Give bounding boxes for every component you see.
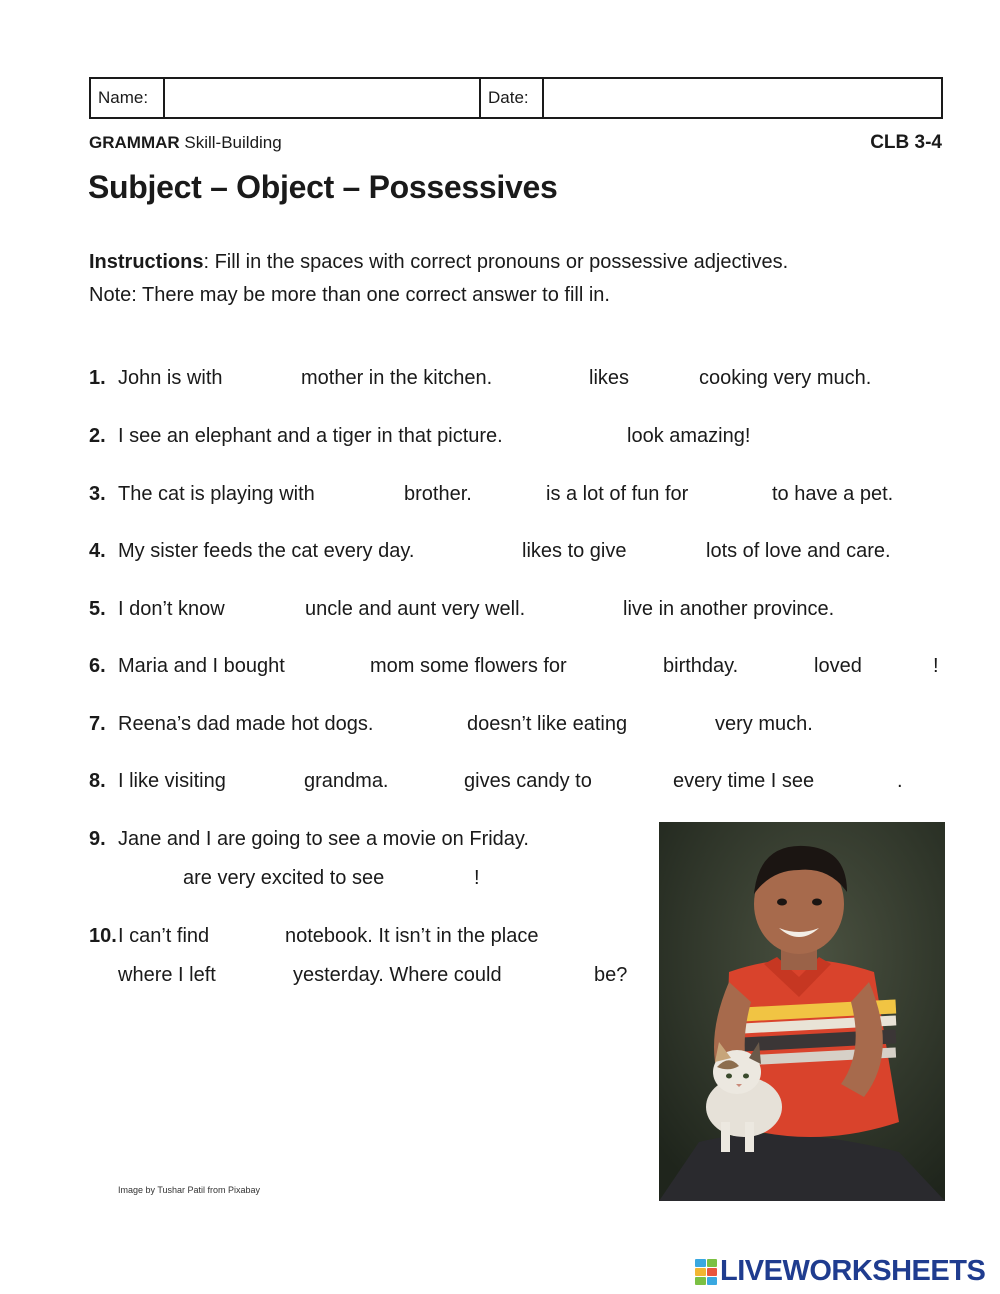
question-text: I see an elephant and a tiger in that picture. [118, 425, 503, 447]
question-number: 3. [89, 483, 106, 505]
question-text: likes to give [522, 540, 627, 562]
question-text: I like visiting [118, 770, 226, 792]
question-text: I can’t find [118, 925, 210, 947]
question-text: Jane and I are going to see a movie on Friday. [118, 828, 529, 850]
question-text: ! [933, 655, 939, 677]
question-text: birthday. [663, 655, 739, 677]
question-text: I don’t know [118, 598, 225, 620]
kicker-rest: Skill-Building [184, 133, 282, 152]
question-number: 6. [89, 655, 106, 677]
date-input[interactable] [551, 79, 941, 117]
question-text: . [897, 770, 903, 792]
name-field-cell [165, 79, 481, 117]
question-text: grandma. [304, 770, 389, 792]
question-number: 9. [89, 828, 106, 850]
subject-kicker [89, 133, 282, 153]
question-text: My sister feeds the cat every day. [118, 540, 415, 562]
question-text: cooking very much. [699, 367, 872, 389]
question-number: 4. [89, 540, 106, 562]
question-text: Maria and I bought [118, 655, 285, 677]
question-number: 2. [89, 425, 106, 447]
question-number: 8. [89, 770, 106, 792]
boy-with-cat-photo [659, 822, 945, 1201]
instructions-note: Note: There may be more than one correct answer to fill in. [89, 284, 610, 306]
question-text: very much. [715, 713, 813, 735]
question-text: mother in the kitchen. [301, 367, 493, 389]
question-text: be? [594, 964, 628, 986]
question-number: 10. [89, 925, 117, 947]
question-number: 5. [89, 598, 106, 620]
question-text: is a lot of fun for [546, 483, 689, 505]
question-text: gives candy to [464, 770, 592, 792]
question-text: where I left [118, 964, 216, 986]
question-text: The cat is playing with [118, 483, 315, 505]
question-text: uncle and aunt very well. [305, 598, 526, 620]
question-text: John is with [118, 367, 223, 389]
name-label: Name: [91, 79, 165, 117]
question-number: 7. [89, 713, 106, 735]
question-text: to have a pet. [772, 483, 894, 505]
liveworksheets-logo [695, 1255, 985, 1288]
question-text: notebook. It isn’t in the place [285, 925, 539, 947]
date-field-cell [544, 79, 941, 117]
question-text: loved [814, 655, 862, 677]
question-text: mom some flowers for [370, 655, 567, 677]
name-date-table [89, 77, 943, 119]
question-number: 1. [89, 367, 106, 389]
brand-blocks-icon [695, 1259, 717, 1285]
question-text: lots of love and care. [706, 540, 891, 562]
question-text: likes [589, 367, 630, 389]
instructions-text: : Fill in the spaces with correct pronouns or possessive adjectives. [203, 251, 789, 273]
question-text: brother. [404, 483, 472, 505]
instructions-bold: Instructions [89, 251, 204, 273]
question-text: doesn’t like eating [467, 713, 628, 735]
brand-text: LIVEWORKSHEETS [720, 1255, 986, 1287]
image-credit: Image by Tushar Patil from Pixabay [118, 1185, 261, 1195]
level-label: CLB 3-4 [870, 132, 942, 153]
page-title: Subject – Object – Possessives [88, 169, 558, 205]
question-text: yesterday. Where could [293, 964, 502, 986]
question-text: ! [474, 867, 480, 889]
question-text: look amazing! [627, 425, 751, 447]
question-text: live in another province. [623, 598, 835, 620]
question-text: Reena’s dad made hot dogs. [118, 713, 374, 735]
question-text: are very excited to see [183, 867, 385, 889]
kicker-bold: GRAMMAR [89, 133, 180, 152]
instructions [89, 246, 929, 312]
name-input[interactable] [172, 79, 479, 117]
date-label: Date: [481, 79, 544, 117]
question-text: every time I see [673, 770, 815, 792]
